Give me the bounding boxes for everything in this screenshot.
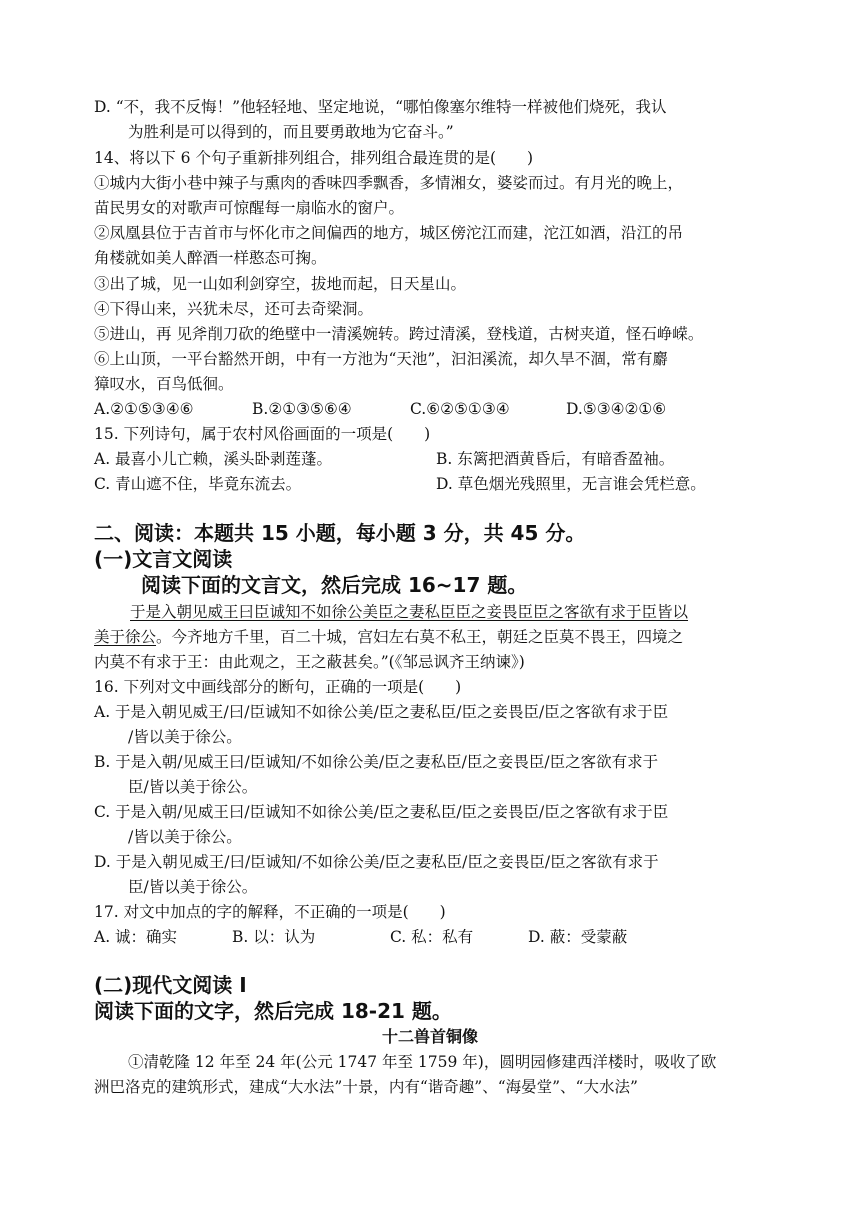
q14-option-b: B.②①③⑤⑥④ (252, 400, 352, 418)
q16-option-c-line1: C. 于是入朝/见威王曰/臣诚知不如徐公美/臣之妻私臣/臣之妾畏臣/臣之客欲有求于臣 (94, 803, 669, 821)
passage-line-2-rest: 。今齐地方千里，百二十城，宫妇左右莫不私王，朝廷之臣莫不畏王，四境之 (156, 628, 684, 646)
passage-line-2-underlined: 美于徐公 (94, 628, 157, 646)
q14-option-a: A.②①⑤③④⑥ (94, 400, 194, 418)
q15-option-a: A. 最喜小儿亡赖，溪头卧剥莲蓬。 (94, 450, 333, 468)
q14-sentence-2-line2: 角楼就如美人醉酒一样憨态可掬。 (94, 249, 327, 267)
modern-reading-subheading: (二)现代文阅读 I (94, 973, 247, 997)
q16-option-a-line2: /皆以美于徐公。 (128, 728, 242, 746)
q17-option-a: A. 诚：确实 (94, 928, 178, 946)
q16-stem: 16. 下列对文中画线部分的断句，正确的一项是( ) (94, 678, 462, 696)
q17-option-b: B. 以：认为 (232, 928, 316, 946)
q14-sentence-1-line2: 苗民男女的对歌声可惊醒每一扇临水的窗户。 (94, 199, 405, 217)
q14-sentence-6-line1: ⑥上山顶，一平台豁然开朗，中有一方池为“天池”，汩汩溪流，却久旱不涸，常有麝 (94, 350, 668, 368)
classical-chinese-instruction: 阅读下面的文言文，然后完成 16~17 题。 (141, 573, 528, 597)
q16-option-b-line2: 臣/皆以美于徐公。 (128, 778, 258, 796)
article-paragraph-1-line2: 洲巴洛克的建筑形式，建成“大水法”十景，内有“谐奇趣”、“海晏堂”、“大水法” (94, 1078, 638, 1096)
q17-stem: 17. 对文中加点的字的解释，不正确的一项是( ) (94, 903, 446, 921)
q15-option-d: D. 草色烟光残照里，无言谁会凭栏意。 (436, 475, 706, 493)
passage-line-3: 内莫不有求于王：由此观之，王之蔽甚矣。”(《邹忌讽齐王纳谏》) (94, 653, 525, 671)
q15-stem: 15. 下列诗句，属于农村风俗画面的一项是( ) (94, 425, 431, 443)
classical-chinese-subheading: (一)文言文阅读 (94, 547, 233, 571)
q13-option-d-line2: 为胜利是可以得到的，而且要勇敢地为它奋斗。” (128, 123, 454, 141)
q16-option-d-line2: 臣/皆以美于徐公。 (128, 878, 258, 896)
section-2-heading: 二、阅读：本题共 15 小题，每小题 3 分，共 45 分。 (94, 521, 586, 545)
modern-reading-instruction: 阅读下面的文字，然后完成 18-21 题。 (94, 999, 452, 1023)
article-title: 十二兽首铜像 (381, 1027, 478, 1046)
q16-option-c-line2: /皆以美于徐公。 (128, 828, 242, 846)
q14-sentence-6-line2: 獐叹水，百鸟低徊。 (94, 375, 234, 393)
q14-sentence-1-line1: ①城内大街小巷中辣子与熏肉的香味四季飘香，多情湘女，婆娑而过。有月光的晚上， (94, 174, 684, 192)
q14-sentence-4: ④下得山来，兴犹未尽，还可去奇梁洞。 (94, 300, 374, 318)
q14-option-c: C.⑥②⑤①③④ (410, 400, 510, 418)
passage-line-2 (94, 625, 683, 649)
q16-option-a-line1: A. 于是入朝见威王/曰/臣诚知不如徐公美/臣之妻私臣/臣之妾畏臣/臣之客欲有求于臣 (94, 703, 669, 721)
q14-stem: 14、将以下 6 个句子重新排列组合，排列组合最连贯的是( ) (94, 149, 534, 167)
passage-line-1-underlined: 于是入朝见威王曰臣诚知不如徐公美臣之妻私臣臣之妾畏臣臣之客欲有求于臣皆以 (130, 603, 689, 621)
q14-sentence-2-line1: ②凤凰县位于吉首市与怀化市之间偏西的地方，城区傍沱江而建，沱江如酒，沿江的吊 (94, 224, 684, 242)
q16-option-b-line1: B. 于是入朝/见威王曰/臣诚知/不如徐公美/臣之妻私臣/臣之妾畏臣/臣之客欲有求于 (94, 753, 659, 771)
article-paragraph-1-line1: ①清乾隆 12 年至 24 年(公元 1747 年至 1759 年)，圆明园修建西洋楼时，吸收了欧 (128, 1053, 717, 1071)
q13-option-d-line1: D. “不，我不反悔！”他轻轻地、坚定地说，“哪怕像塞尔维特一样被他们烧死，我认 (94, 98, 667, 116)
q15-option-c: C. 青山遮不住，毕竟东流去。 (94, 475, 302, 493)
q17-option-c: C. 私：私有 (390, 928, 474, 946)
q15-option-b: B. 东篱把酒黄昏后，有暗香盈袖。 (436, 450, 675, 468)
q14-sentence-3: ③出了城，见一山如利剑穿空，拔地而起，日天星山。 (94, 275, 467, 293)
q14-sentence-5: ⑤进山，再 见斧削刀砍的绝壁中一清溪婉转。跨过清溪，登栈道，古树夹道，怪石峥嵘。 (94, 325, 704, 343)
q16-option-d-line1: D. 于是入朝见威王/曰/臣诚知/不如徐公美/臣之妻私臣/臣之妾畏臣/臣之客欲有求于 (94, 853, 659, 871)
q14-option-d: D.⑤③④②①⑥ (566, 400, 667, 418)
q17-option-d: D. 蔽：受蒙蔽 (528, 928, 628, 946)
